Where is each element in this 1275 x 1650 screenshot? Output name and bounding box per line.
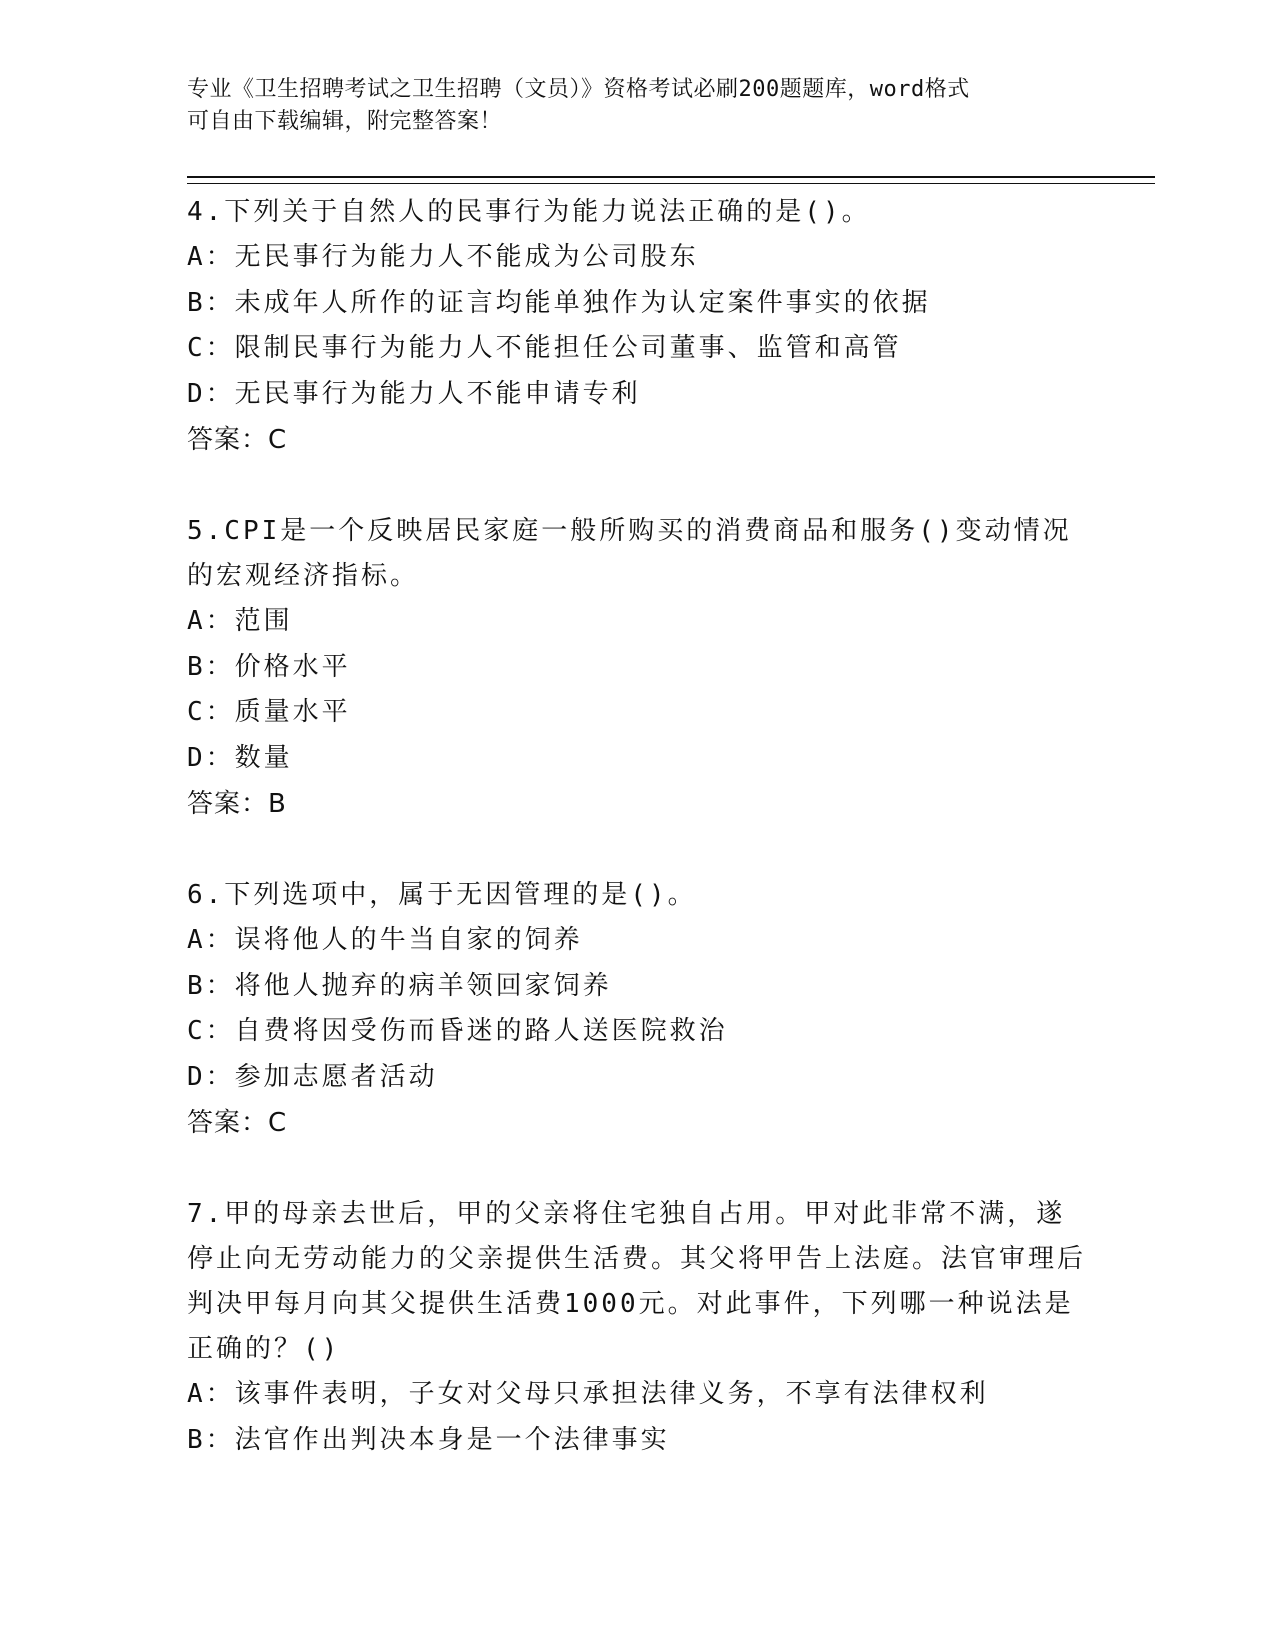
option-d: D：无民事行为能力人不能申请专利 bbox=[187, 378, 641, 409]
question-text: 4.下列关于自然人的民事行为能力说法正确的是()。 bbox=[187, 197, 871, 227]
option-b: B：未成年人所作的证言均能单独作为认定案件事实的依据 bbox=[187, 287, 931, 318]
question-text: 6.下列选项中，属于无因管理的是()。 bbox=[187, 880, 697, 910]
option-a: A：该事件表明，子女对父母只承担法律义务，不享有法律权利 bbox=[187, 1379, 989, 1409]
option-b: B：将他人抛弃的病羊领回家饲养 bbox=[187, 970, 612, 1001]
document-header bbox=[187, 74, 1067, 138]
header-line-1: 专业《卫生招聘考试之卫生招聘（文员）》资格考试必刷200题题库，word格式 bbox=[187, 77, 970, 102]
option-b: B：法官作出判决本身是一个法律事实 bbox=[187, 1424, 670, 1455]
question-4 bbox=[187, 190, 1087, 463]
option-c: C：质量水平 bbox=[187, 697, 351, 727]
answer: 答案：C bbox=[187, 425, 288, 455]
option-a: A：无民事行为能力人不能成为公司股东 bbox=[187, 242, 699, 272]
question-6 bbox=[187, 873, 1087, 1146]
option-c: C：自费将因受伤而昏迷的路人送医院救治 bbox=[187, 1016, 728, 1046]
option-d: D：参加志愿者活动 bbox=[187, 1061, 438, 1092]
question-5 bbox=[187, 509, 1087, 827]
question-list bbox=[187, 190, 1087, 1509]
answer: 答案：C bbox=[187, 1108, 288, 1138]
header-divider-thick bbox=[187, 176, 1155, 178]
option-d: D：数量 bbox=[187, 742, 293, 773]
question-text: 5.CPI是一个反映居民家庭一般所购买的消费商品和服务()变动情况的宏观经济指标。 bbox=[187, 516, 1072, 591]
question-text: 7.甲的母亲去世后，甲的父亲将住宅独自占用。甲对此非常不满，遂停止向无劳动能力的父亲提供生活费。其父将甲告上法庭。法官审理后判决甲每月向其父提供生活费1000元。对此事件，下列哪一种说法是正确的？() bbox=[187, 1199, 1087, 1364]
header-line-2: 可自由下载编辑，附完整答案！ bbox=[187, 109, 503, 134]
header-divider-thin bbox=[187, 183, 1155, 184]
option-b: B：价格水平 bbox=[187, 651, 351, 682]
option-a: A：误将他人的牛当自家的饲养 bbox=[187, 925, 583, 955]
option-c: C：限制民事行为能力人不能担任公司董事、监管和高管 bbox=[187, 333, 902, 363]
answer: 答案：B bbox=[187, 789, 287, 819]
question-7 bbox=[187, 1192, 1087, 1463]
option-a: A：范围 bbox=[187, 606, 293, 636]
